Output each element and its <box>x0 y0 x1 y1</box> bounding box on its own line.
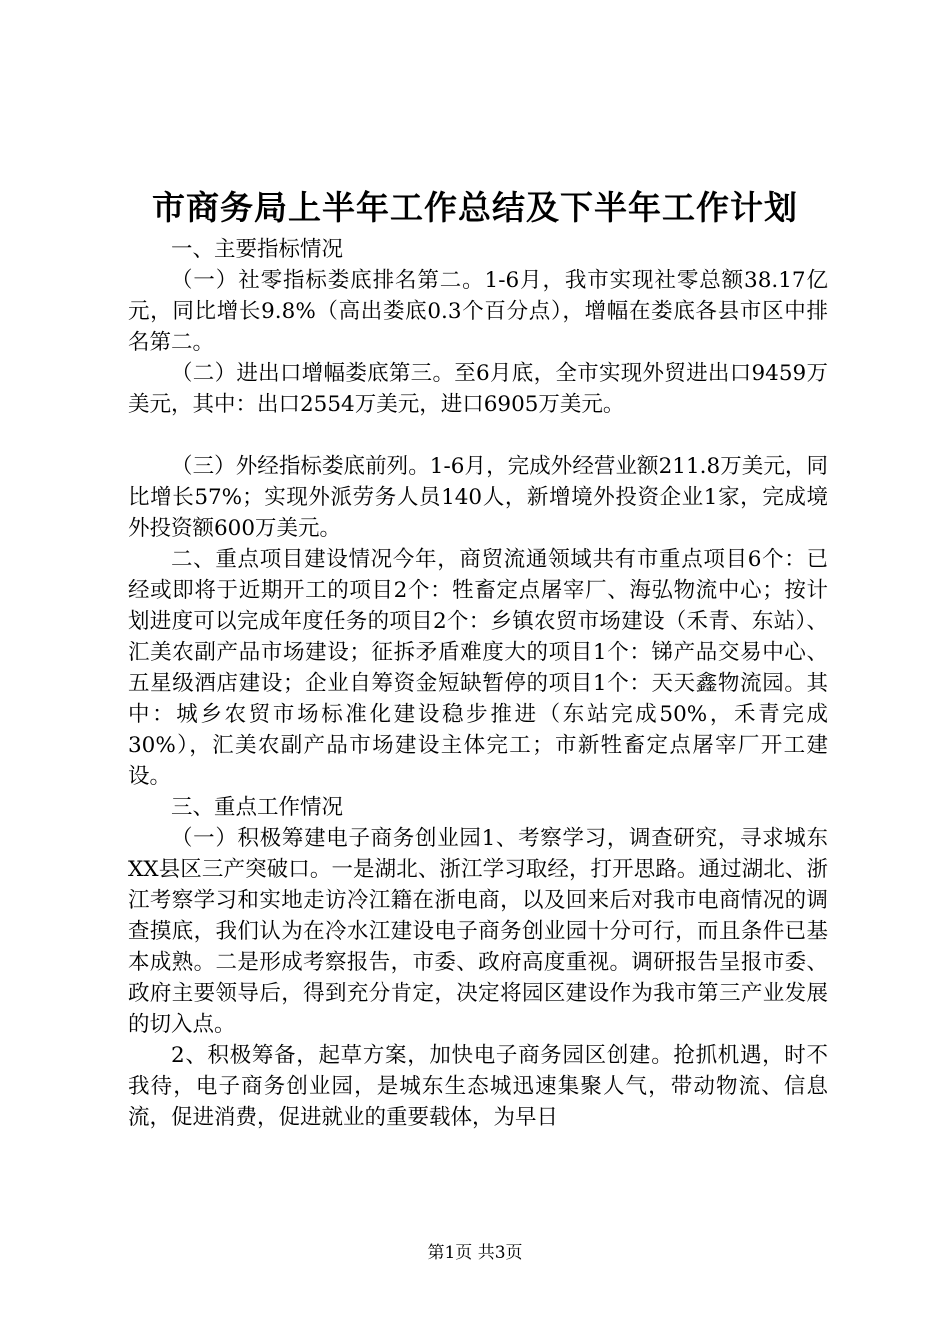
paragraph-ecommerce-park: （一）积极筹建电子商务创业园1、考察学习，调查研究，寻求城东XX县区三产突破口。一是湖北、浙江学习取经，打开思路。通过湖北、浙江考察学习和实地走访冷江籍在浙电商，以及回来后对我市电商情况的调查摸底，我们认为在冷水江建设电子商务创业园十分可行，而且条件已基本成熟。二是形成考察报告，市委、政府高度重视。调研报告呈报市委、政府主要领导后，得到充分肯定，决定将园区建设作为我市第三产业发展的切入点。 <box>128 826 828 1037</box>
paragraph-retail-sales: （一）社零指标娄底排名第二。1-6月，我市实现社零总额38.17亿元，同比增长9.8%（高出娄底0.3个百分点），增幅在娄底各县市区中排名第二。 <box>128 268 828 355</box>
section-heading-main-indicators: 一、主要指标情况 <box>171 237 344 262</box>
section-heading-key-work: 三、重点工作情况 <box>171 795 344 820</box>
page-number-footer: 第1页 共3页 <box>427 1243 523 1263</box>
paragraph-key-projects: 二、重点项目建设情况今年，商贸流通领域共有市重点项目6个：已经或即将于近期开工的项目2个：牲畜定点屠宰厂、海弘物流中心；按计划进度可以完成年度任务的项目2个：乡镇农贸市场建设（禾青、东站）、汇美农副产品市场建设；征拆矛盾难度大的项目1个：锑产品交易中心、五星级酒店建设；企业自筹资金短缺暂停的项目1个：天天鑫物流园。其中：城乡农贸市场标准化建设稳步推进（东站完成50%，禾青完成30%），汇美农副产品市场建设主体完工；市新牲畜定点屠宰厂开工建设。 <box>128 547 828 789</box>
document-title: 市商务局上半年工作总结及下半年工作计划 <box>152 188 798 227</box>
paragraph-ecommerce-preparation: 2、积极筹备，起草方案，加快电子商务园区创建。抢抓机遇，时不我待，电子商务创业园，是城东生态城迅速集聚人气，带动物流、信息流，促进消费，促进就业的重要载体，为早日 <box>128 1043 828 1130</box>
document-body <box>128 234 828 1133</box>
paragraph-import-export: （二）进出口增幅娄底第三。至6月底，全市实现外贸进出口9459万美元，其中：出口2554万美元，进口6905万美元。 <box>128 361 828 417</box>
paragraph-foreign-economy: （三）外经指标娄底前列。1-6月，完成外经营业额211.8万美元，同比增长57%；实现外派劳务人员140人，新增境外投资企业1家，完成境外投资额600万美元。 <box>128 454 828 541</box>
